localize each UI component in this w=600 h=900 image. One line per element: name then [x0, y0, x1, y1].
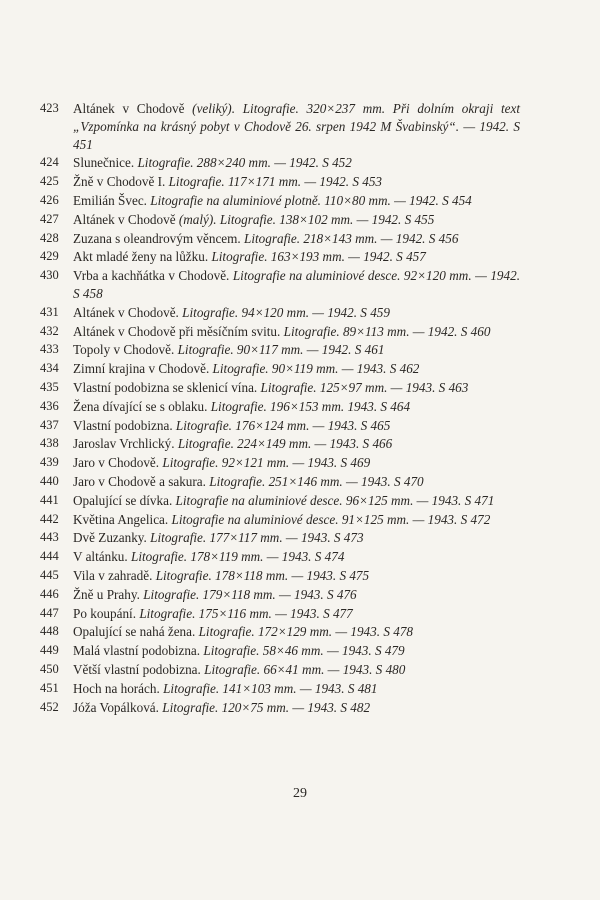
entry-number: 437 [40, 417, 59, 432]
entry-title: Akt mladé ženy na lůžku. [73, 249, 209, 265]
entry-number: 440 [40, 473, 59, 488]
page-number: 29 [293, 786, 307, 801]
entry-details: Litografie. 177×117 mm. — 1943. S 473 [150, 530, 364, 546]
catalog-entry [40, 211, 520, 229]
entry-title: Větší vlastní podobizna. [73, 661, 201, 677]
catalog-entry [40, 605, 520, 623]
entry-number: 439 [40, 455, 59, 470]
entry-text [73, 586, 520, 604]
catalog-entry [40, 642, 520, 660]
entry-number: 446 [40, 586, 59, 601]
catalog-entry [40, 173, 520, 191]
entry-text [73, 642, 520, 660]
entry-text [73, 605, 520, 623]
entry-title: Jaro v Chodově. [73, 455, 160, 471]
entry-text [73, 511, 520, 529]
catalog-entry [40, 417, 520, 435]
entry-text [73, 304, 520, 322]
entry-details: Litografie. 224×149 mm. — 1943. S 466 [177, 436, 393, 452]
entry-number: 443 [40, 530, 59, 545]
entry-details: Litografie. 94×120 mm. — 1942. S 459 [182, 304, 390, 320]
entry-text [73, 680, 520, 698]
entry-text [73, 473, 520, 491]
entry-number: 448 [40, 624, 59, 639]
entry-text [73, 341, 520, 359]
entry-text [73, 379, 520, 397]
entry-details: Litografie. 176×124 mm. — 1943. S 465 [175, 417, 391, 433]
entry-details: Litografie. 90×119 mm. — 1943. S 462 [212, 361, 420, 377]
entry-number: 423 [40, 101, 59, 115]
entry-text [73, 454, 520, 472]
catalog-entry [40, 341, 520, 359]
entry-title: Zimní krajina v Chodově. [73, 361, 210, 377]
catalog-entry [40, 511, 520, 529]
entry-title: Žně u Prahy. [73, 586, 140, 602]
entry-title: Altánek v Chodově při měsíčním svitu. [73, 323, 281, 339]
entry-details: Litografie. 178×118 mm. — 1943. S 475 [155, 567, 370, 583]
entry-number: 430 [40, 268, 59, 283]
catalog-entry [40, 267, 520, 303]
entry-number: 441 [40, 492, 59, 507]
catalog-entry [40, 398, 520, 416]
entry-title: Jóža Vopálková. [73, 699, 159, 715]
entry-details: Litografie. 179×118 mm. — 1943. S 476 [143, 586, 357, 602]
entry-number: 452 [40, 699, 59, 714]
entry-text [73, 211, 520, 229]
entry-text [73, 435, 520, 453]
entry-details: Litografie. 196×153 mm. 1943. S 464 [210, 398, 411, 414]
catalog-entry [40, 360, 520, 378]
entry-number: 435 [40, 379, 59, 394]
entry-details: Litografie. 175×116 mm. — 1943. S 477 [139, 605, 353, 621]
entry-text [73, 417, 520, 435]
entry-text [73, 267, 520, 303]
entry-text [73, 398, 520, 416]
entry-number: 450 [40, 661, 59, 676]
catalog-entry [40, 661, 520, 679]
entry-text [73, 248, 520, 266]
entry-number: 432 [40, 323, 59, 338]
entry-title: Topoly v Chodově. [73, 342, 175, 358]
catalog-entry [40, 192, 520, 210]
catalog-entry [40, 680, 520, 698]
catalog-entry [40, 567, 520, 585]
entry-title: V altánku. [73, 549, 128, 565]
entry-details: Litografie. 120×75 mm. — 1943. S 482 [162, 699, 371, 715]
entry-details: Litografie. 172×129 mm. — 1943. S 478 [198, 624, 414, 640]
entry-title: Altánek v Chodově. [73, 304, 179, 320]
entry-number: 451 [40, 680, 59, 695]
entry-text [73, 360, 520, 378]
entry-text [73, 154, 520, 172]
entry-details: Litografie. 92×121 mm. — 1943. S 469 [162, 455, 371, 471]
entry-details: Litografie na aluminiové desce. 91×125 mm. — 1943. S 472 [171, 511, 491, 527]
entry-details: (malý). Litografie. 138×102 mm. — 1942. S 455 [178, 211, 435, 227]
entry-number: 427 [40, 211, 59, 226]
entry-details: Litografie. 58×46 mm. — 1943. S 479 [203, 643, 405, 659]
entry-title: Vila v zahradě. [73, 567, 153, 583]
catalog-entry [40, 699, 520, 717]
entry-text [73, 548, 520, 566]
entry-text [73, 661, 520, 679]
entry-details: Litografie. 218×143 mm. — 1942. S 456 [244, 230, 459, 246]
entry-details: (veliký). Litografie. 320×237 mm. Při dolním okraji text „Vzpomínka na krásný pobyt v Chodově 26. srpen 1942 M Švabinský“. — 1942. S 451 [73, 101, 521, 152]
catalog-list [40, 100, 520, 717]
entry-number: 428 [40, 230, 59, 245]
entry-text [73, 100, 520, 153]
catalog-entry [40, 473, 520, 491]
entry-number: 445 [40, 567, 59, 582]
catalog-entry [40, 548, 520, 566]
entry-text [73, 230, 520, 248]
entry-title: Žena dívající se s oblaku. [73, 398, 208, 414]
entry-title: Žně v Chodově I. [73, 174, 166, 190]
catalog-entry [40, 529, 520, 547]
entry-details: Litografie. 288×240 mm. — 1942. S 452 [137, 155, 352, 171]
entry-details: Litografie. 251×146 mm. — 1943. S 470 [209, 473, 424, 489]
catalog-entry [40, 435, 520, 453]
catalog-entry [40, 379, 520, 397]
entry-number: 436 [40, 398, 59, 413]
entry-number: 426 [40, 192, 59, 207]
entry-title: Altánek v Chodově [73, 211, 176, 227]
entry-text [73, 623, 520, 641]
entry-number: 424 [40, 155, 59, 170]
entry-details: Litografie na aluminiové desce. 96×125 mm. — 1943. S 471 [175, 492, 495, 508]
catalog-entry [40, 100, 520, 153]
entry-title: Malá vlastní podobizna. [73, 643, 201, 659]
entry-number: 429 [40, 249, 59, 264]
entry-title: Emilián Švec. [73, 192, 147, 208]
catalog-entry [40, 586, 520, 604]
entry-number: 442 [40, 511, 59, 526]
entry-text [73, 492, 520, 510]
entry-title: Po koupání. [73, 605, 137, 621]
catalog-entry [40, 154, 520, 172]
entry-text [73, 192, 520, 210]
entry-text [73, 323, 520, 341]
entry-text [73, 699, 520, 717]
entry-number: 425 [40, 174, 59, 189]
entry-details: Litografie. 90×117 mm. — 1942. S 461 [177, 342, 385, 358]
entry-number: 434 [40, 361, 59, 376]
entry-number: 433 [40, 342, 59, 357]
entry-text [73, 567, 520, 585]
entry-title: Květina Angelica. [73, 511, 169, 527]
catalog-entry [40, 623, 520, 641]
entry-number: 444 [40, 549, 59, 564]
entry-title: Jaroslav Vrchlický. [73, 436, 175, 452]
entry-details: Litografie. 178×119 mm. — 1943. S 474 [131, 549, 345, 565]
entry-number: 431 [40, 304, 59, 319]
entry-details: Litografie. 163×193 mm. — 1942. S 457 [211, 249, 426, 265]
entry-number: 449 [40, 643, 59, 658]
entry-title: Vlastní podobizna se sklenicí vína. [73, 379, 258, 395]
catalog-entry [40, 230, 520, 248]
entry-details: Litografie. 117×171 mm. — 1942. S 453 [168, 174, 383, 190]
catalog-entry [40, 492, 520, 510]
entry-details: Litografie. 141×103 mm. — 1943. S 481 [163, 680, 378, 696]
entry-text [73, 173, 520, 191]
entry-title: Zuzana s oleandrovým věncem. [73, 230, 241, 246]
catalog-entry [40, 248, 520, 266]
entry-title: Vlastní podobizna. [73, 417, 173, 433]
entry-title: Altánek v Chodově [73, 101, 185, 116]
entry-details: Litografie. 66×41 mm. — 1943. S 480 [204, 661, 406, 677]
catalog-entry [40, 454, 520, 472]
entry-title: Opalující se dívka. [73, 492, 173, 508]
entry-details: Litografie. 125×97 mm. — 1943. S 463 [260, 379, 469, 395]
entry-number: 438 [40, 436, 59, 451]
entry-title: Opalující se nahá žena. [73, 624, 196, 640]
entry-title: Slunečnice. [73, 155, 135, 171]
entry-details: Litografie na aluminiové desce. 92×120 mm. — 1942. S 458 [73, 268, 521, 301]
catalog-entry [40, 323, 520, 341]
entry-title: Jaro v Chodově a sakura. [73, 473, 206, 489]
catalog-entry [40, 304, 520, 322]
entry-title: Hoch na horách. [73, 680, 160, 696]
entry-details: Litografie na aluminiové plotně. 110×80 mm. — 1942. S 454 [150, 192, 472, 208]
entry-number: 447 [40, 605, 59, 620]
entry-title: Dvě Zuzanky. [73, 530, 147, 546]
entry-details: Litografie. 89×113 mm. — 1942. S 460 [283, 323, 491, 339]
entry-text [73, 529, 520, 547]
entry-title: Vrba a kachňátka v Chodově. [73, 268, 230, 284]
